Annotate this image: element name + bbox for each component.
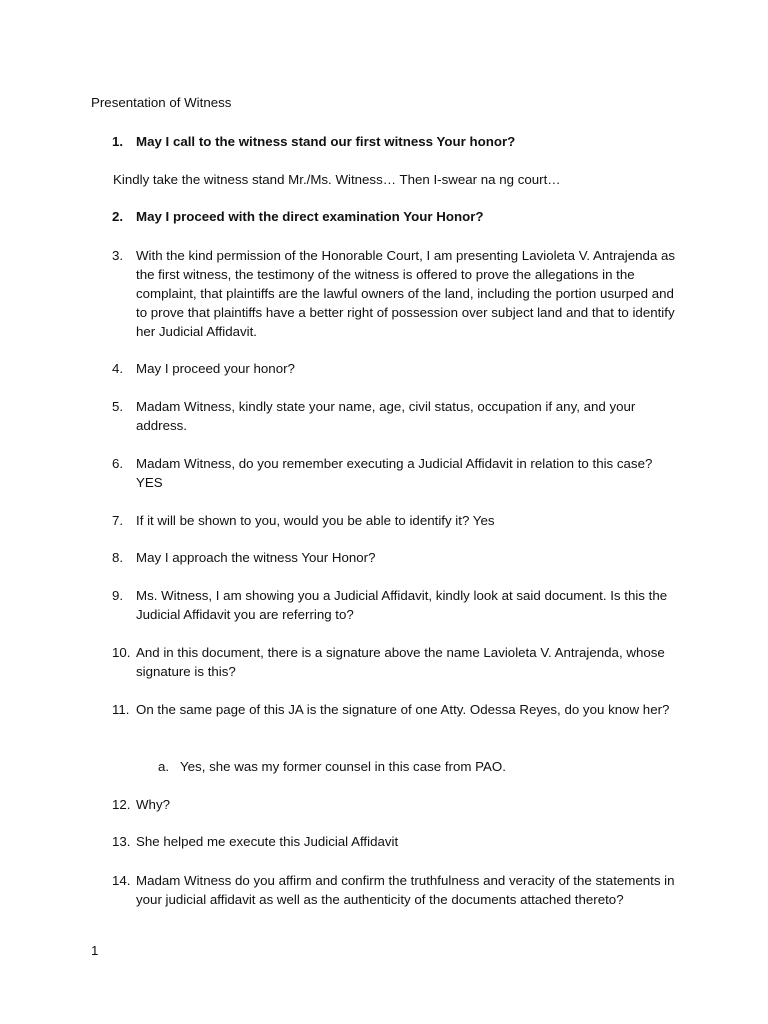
- list-item-6: [112, 454, 682, 492]
- list-item-1: [112, 132, 682, 151]
- list-item-4: [112, 359, 682, 378]
- list-item-11: [112, 700, 682, 719]
- list-item-text: Madam Witness do you affirm and confirm the truthfulness and veracity of the statements in your judicial affidavit as well as the authenticity of the documents attached thereto?: [136, 873, 675, 907]
- list-item-text: On the same page of this JA is the signature of one Atty. Odessa Reyes, do you know her?: [136, 702, 670, 717]
- document-title: Presentation of Witness: [91, 95, 232, 110]
- list-item-5: [112, 397, 682, 435]
- sub-list-item-text: Yes, she was my former counsel in this case from PAO.: [180, 759, 506, 774]
- list-item-14: [112, 871, 682, 909]
- list-item-number: 3.: [112, 248, 124, 263]
- list-item-8: [112, 548, 682, 567]
- list-item-text: May I proceed with the direct examination Your Honor?: [136, 209, 484, 224]
- list-item-text: Why?: [136, 797, 170, 812]
- page-number: 1: [91, 943, 99, 958]
- list-item-text: May I approach the witness Your Honor?: [136, 550, 376, 565]
- list-item-number: 2.: [112, 209, 124, 224]
- list-item-number: 8.: [112, 550, 124, 565]
- list-item-text: She helped me execute this Judicial Affidavit: [136, 834, 399, 849]
- list-item-9: [112, 586, 682, 624]
- sub-list-item-a: [158, 757, 678, 776]
- list-item-number: 12.: [112, 797, 131, 812]
- list-item-number: 10.: [112, 645, 131, 660]
- list-item-2: [112, 207, 682, 226]
- list-item-10: [112, 643, 682, 681]
- list-item-text: May I proceed your honor?: [136, 361, 295, 376]
- list-item-number: 11.: [112, 702, 130, 717]
- list-item-12: [112, 795, 682, 814]
- instruction-note: Kindly take the witness stand Mr./Ms. Witness… Then I-swear na ng court…: [113, 172, 561, 187]
- list-item-text: Madam Witness, do you remember executing a Judicial Affidavit in relation to this case? YES: [136, 456, 653, 490]
- list-item-text: Madam Witness, kindly state your name, age, civil status, occupation if any, and your address.: [136, 399, 636, 433]
- sub-list-item-letter: a.: [158, 759, 170, 774]
- list-item-number: 9.: [112, 588, 124, 603]
- list-item-number: 1.: [112, 134, 124, 149]
- list-item-text: And in this document, there is a signature above the name Lavioleta V. Antrajenda, whose signature is this?: [136, 645, 665, 679]
- list-item-text: Ms. Witness, I am showing you a Judicial Affidavit, kindly look at said document. Is this the Judicial Affidavit you are referring to?: [136, 588, 668, 622]
- list-item-7: [112, 511, 682, 530]
- list-item-text: May I call to the witness stand our first witness Your honor?: [136, 134, 516, 149]
- list-item-number: 4.: [112, 361, 124, 376]
- list-item-3: [112, 246, 682, 341]
- list-item-text: With the kind permission of the Honorable Court, I am presenting Lavioleta V. Antrajenda as the first witness, the testimony of the witness is offered to prove the allegations in the complaint, that plaintiffs are the lawful owners of the land, including the portion usurped and to prove that plaintiffs have a better right of possession over subject land and that to identify her Judicial Affidavit.: [136, 248, 676, 339]
- list-item-number: 14.: [112, 873, 131, 888]
- list-item-13: [112, 832, 682, 851]
- list-item-number: 6.: [112, 456, 124, 471]
- list-item-text: If it will be shown to you, would you be able to identify it? Yes: [136, 513, 495, 528]
- list-item-number: 5.: [112, 399, 124, 414]
- list-item-number: 7.: [112, 513, 124, 528]
- list-item-number: 13.: [112, 834, 131, 849]
